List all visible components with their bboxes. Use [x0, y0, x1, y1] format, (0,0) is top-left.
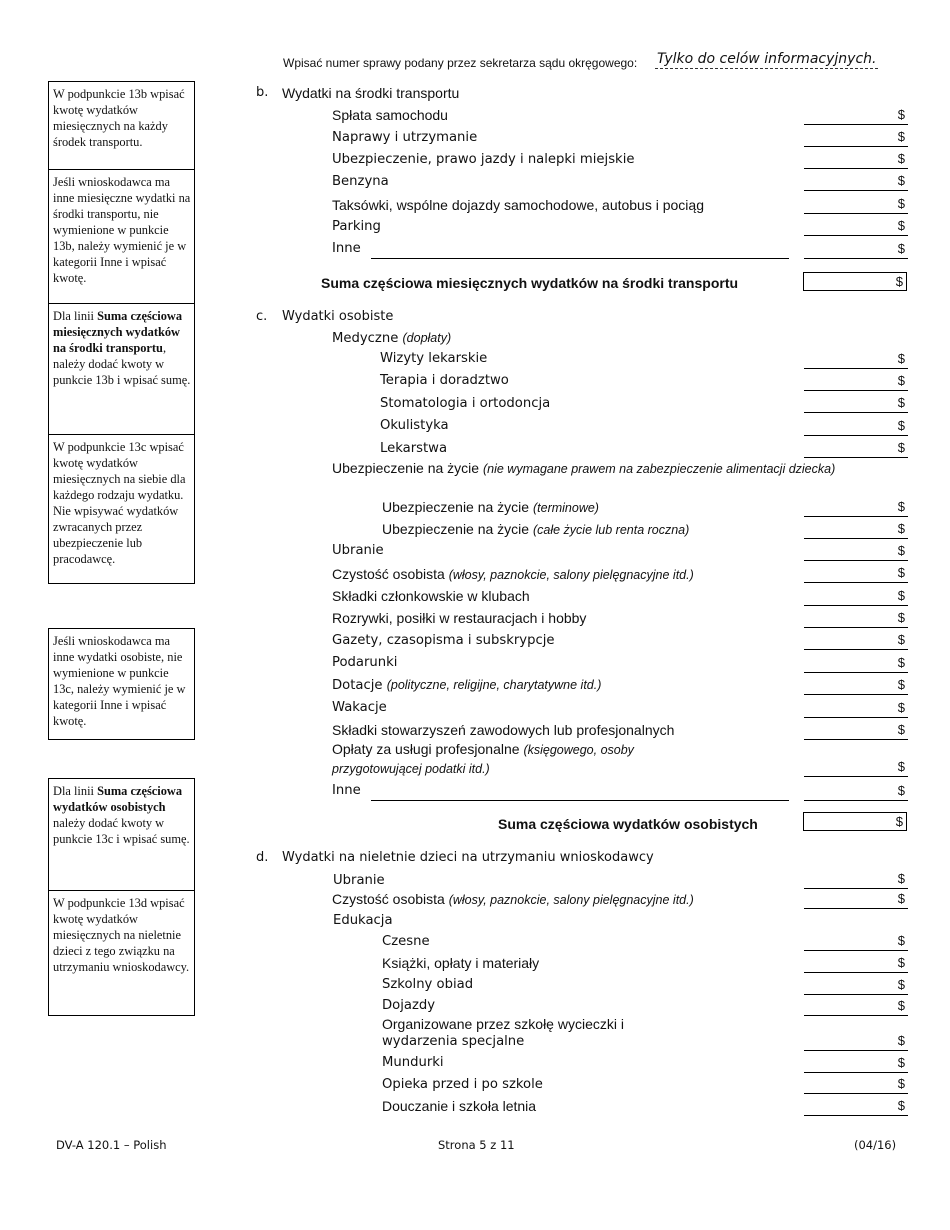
currency-symbol: $: [897, 129, 905, 144]
item-school-lunch: Szkolny obiad: [382, 977, 474, 992]
currency-symbol: $: [897, 241, 905, 256]
instruction-box-13b-other: [48, 169, 195, 304]
item-medicines: Lekarstwa: [380, 441, 448, 456]
amount-tutoring[interactable]: [804, 1098, 908, 1116]
section-c-title: Wydatki osobiste: [282, 309, 394, 324]
whole-life-note: (całe życie lub renta roczna): [532, 523, 690, 537]
amount-child-hygiene[interactable]: [804, 891, 908, 909]
item-personal-other: Inne: [332, 783, 361, 798]
currency-symbol: $: [897, 722, 905, 737]
currency-symbol: $: [897, 891, 905, 906]
amount-medicines[interactable]: [804, 440, 908, 458]
currency-symbol: $: [895, 814, 903, 829]
item-newspapers: Gazety, czasopisma i subskrypcje: [332, 633, 555, 648]
item-term-life: [382, 499, 599, 515]
medical-label: Medyczne: [332, 331, 399, 346]
amount-vacation[interactable]: [804, 700, 908, 718]
life-insurance-label: Ubezpieczenie na życie: [332, 460, 480, 476]
instruction-text: W podpunkcie 13c wpisać kwotę wydatków miesięcznych na siebie dla każdego rodzaju wydatku. Nie wpisywać wydatków zwracanych przez ubezpieczenie lub pracodawcę.: [53, 440, 186, 566]
prof-services-label: Opłaty za usługi profesjonalne: [332, 741, 520, 757]
amount-newspapers[interactable]: [804, 632, 908, 650]
life-insurance-note: (nie wymagane prawem na zabezpieczenie alimentacji dziecka): [482, 462, 836, 476]
item-insurance-license: Ubezpieczenie, prawo jazdy i nalepki miejskie: [332, 152, 635, 167]
education-heading: Edukacja: [333, 913, 393, 928]
instruction-text: Jeśli wnioskodawca ma inne miesięczne wydatki na środki transportu, nie wymienione w punkcie 13b, należy wymienić je w kategorii Inne i wpisać kwotę.: [53, 175, 191, 285]
item-taxi-bus: Taksówki, wspólne dojazdy samochodowe, autobus i pociąg: [332, 197, 704, 213]
currency-symbol: $: [897, 173, 905, 188]
currency-symbol: $: [897, 440, 905, 455]
currency-symbol: $: [897, 871, 905, 886]
medical-note: (dopłaty): [402, 331, 452, 345]
case-number-field[interactable]: Tylko do celów informacyjnych.: [657, 51, 877, 67]
amount-insurance-license[interactable]: [804, 151, 908, 169]
transport-subtotal-field[interactable]: [803, 272, 907, 291]
personal-other-description[interactable]: [371, 800, 789, 801]
instruction-box-13b: [48, 81, 195, 170]
currency-symbol: $: [897, 1033, 905, 1048]
amount-personal-other[interactable]: [804, 783, 908, 801]
item-child-clothing: Ubranie: [333, 873, 385, 888]
instruction-box-13d: [48, 890, 195, 1016]
instruction-text: , należy dodać kwoty w punkcie 13b i wpisać sumę.: [53, 341, 191, 387]
item-professional-services: [332, 741, 634, 757]
amount-car-payment[interactable]: [804, 107, 908, 125]
instruction-box-13c-other: [48, 628, 195, 740]
amount-gasoline[interactable]: [804, 173, 908, 191]
currency-symbol: $: [897, 151, 905, 166]
instruction-bold: Suma częściowa miesięcznych wydatków na środki transportu: [53, 309, 183, 355]
amount-tuition[interactable]: [804, 933, 908, 951]
amount-clothing[interactable]: [804, 543, 908, 561]
term-life-label: Ubezpieczenie na życie: [382, 499, 530, 515]
section-c-letter: c.: [256, 309, 268, 324]
currency-symbol: $: [897, 565, 905, 580]
currency-symbol: $: [897, 351, 905, 366]
item-personal-hygiene: [332, 566, 694, 582]
currency-symbol: $: [897, 783, 905, 798]
item-uniforms: Mundurki: [382, 1055, 444, 1070]
hygiene-label: Czystość osobista: [332, 566, 445, 582]
currency-symbol: $: [897, 373, 905, 388]
amount-club-dues[interactable]: [804, 588, 908, 606]
currency-symbol: $: [897, 955, 905, 970]
amount-donations[interactable]: [804, 677, 908, 695]
amount-uniforms[interactable]: [804, 1055, 908, 1073]
prof-services-note-1: (księgowego, osoby: [523, 743, 634, 757]
currency-symbol: $: [897, 1076, 905, 1091]
item-vacation: Wakacje: [332, 700, 387, 715]
instruction-text: Dla linii: [53, 784, 98, 798]
instruction-box-13c-subtotal: [48, 778, 195, 891]
item-parking: Parking: [332, 219, 381, 234]
currency-symbol: $: [897, 395, 905, 410]
personal-subtotal-field[interactable]: [803, 812, 907, 831]
page-number: Strona 5 z 11: [438, 1138, 515, 1152]
section-d-title: Wydatki na nieletnie dzieci na utrzymaniu wnioskodawcy: [282, 850, 654, 865]
item-commute: Dojazdy: [382, 998, 436, 1013]
instruction-bold: Suma częściowa wydatków osobistych: [53, 784, 183, 814]
item-school-trips-cont: wydarzenia specjalne: [382, 1034, 525, 1049]
section-b-title: Wydatki na środki transportu: [282, 85, 460, 101]
medical-heading: [332, 331, 451, 346]
item-gifts: Podarunki: [332, 655, 398, 670]
amount-taxi-bus[interactable]: [804, 196, 908, 214]
currency-symbol: $: [895, 274, 903, 289]
transport-other-description[interactable]: [371, 258, 789, 259]
donations-label: Dotacje: [332, 678, 383, 693]
item-therapy: Terapia i doradztwo: [380, 373, 509, 388]
currency-symbol: $: [897, 632, 905, 647]
amount-commute[interactable]: [804, 998, 908, 1016]
hygiene-note: (włosy, paznokcie, salony pielęgnacyjne itd.): [448, 568, 694, 582]
child-hygiene-label: Czystość osobista: [332, 891, 445, 907]
currency-symbol: $: [897, 1055, 905, 1070]
currency-symbol: $: [897, 998, 905, 1013]
term-life-note: (terminowe): [532, 501, 599, 515]
item-child-hygiene: [332, 891, 694, 907]
form-revision: (04/16): [854, 1138, 897, 1152]
amount-eye-care[interactable]: [804, 418, 908, 436]
amount-therapy[interactable]: [804, 373, 908, 391]
currency-symbol: $: [897, 759, 905, 774]
prof-services-note-2: przygotowującej podatki itd.): [332, 762, 490, 776]
instruction-text: W podpunkcie 13b wpisać kwotę wydatków miesięcznych na każdy środek transportu.: [53, 87, 185, 149]
item-entertainment: Rozrywki, posiłki w restauracjach i hobby: [332, 610, 587, 626]
item-gasoline: Benzyna: [332, 174, 389, 189]
currency-symbol: $: [897, 521, 905, 536]
amount-repairs[interactable]: [804, 129, 908, 147]
instruction-text: W podpunkcie 13d wpisać kwotę wydatków miesięcznych na nieletnie dzieci z tego związku na utrzymaniu wnioskodawcy.: [53, 896, 190, 974]
whole-life-label: Ubezpieczenie na życie: [382, 521, 530, 537]
amount-professional-dues[interactable]: [804, 722, 908, 740]
instruction-text: Dla linii: [53, 309, 98, 323]
item-donations: [332, 678, 601, 693]
amount-school-lunch[interactable]: [804, 977, 908, 995]
section-d-letter: d.: [256, 850, 269, 865]
item-car-payment: Spłata samochodu: [332, 107, 448, 123]
life-insurance-heading: [332, 460, 835, 476]
currency-symbol: $: [897, 107, 905, 122]
amount-parking[interactable]: [804, 218, 908, 236]
item-doctor-visits: Wizyty lekarskie: [380, 351, 488, 366]
currency-symbol: $: [897, 700, 905, 715]
currency-symbol: $: [897, 677, 905, 692]
child-hygiene-note: (włosy, paznokcie, salony pielęgnacyjne itd.): [448, 893, 694, 907]
instruction-text: należy dodać kwoty w punkcie 13c i wpisać sumę.: [53, 816, 190, 846]
currency-symbol: $: [897, 655, 905, 670]
item-dental: Stomatologia i ortodoncja: [380, 396, 551, 411]
amount-dental[interactable]: [804, 395, 908, 413]
amount-whole-life[interactable]: [804, 521, 908, 539]
amount-personal-hygiene[interactable]: [804, 565, 908, 583]
amount-professional-services[interactable]: [804, 759, 908, 777]
amount-child-clothing[interactable]: [804, 871, 908, 889]
currency-symbol: $: [897, 977, 905, 992]
amount-transport-other[interactable]: [804, 241, 908, 259]
currency-symbol: $: [897, 588, 905, 603]
item-tutoring: Douczanie i szkoła letnia: [382, 1098, 537, 1114]
personal-subtotal-label: Suma częściowa wydatków osobistych: [498, 816, 758, 832]
item-professional-dues: Składki stowarzyszeń zawodowych lub profesjonalnych: [332, 722, 675, 738]
amount-school-trips[interactable]: [804, 1033, 908, 1051]
item-transport-other: Inne: [332, 241, 361, 256]
amount-entertainment[interactable]: [804, 610, 908, 628]
amount-doctor-visits[interactable]: [804, 351, 908, 369]
currency-symbol: $: [897, 418, 905, 433]
item-books: Książki, opłaty i materiały: [382, 955, 540, 971]
item-clothing: Ubranie: [332, 543, 384, 558]
currency-symbol: $: [897, 543, 905, 558]
section-b-letter: b.: [256, 85, 269, 100]
item-professional-services-cont: [332, 760, 490, 776]
transport-subtotal-label: Suma częściowa miesięcznych wydatków na środki transportu: [321, 275, 739, 291]
currency-symbol: $: [897, 196, 905, 211]
currency-symbol: $: [897, 499, 905, 514]
donations-note: (polityczne, religijne, charytatywne itd.): [386, 678, 602, 692]
instruction-box-13b-subtotal: [48, 303, 195, 435]
amount-aftercare[interactable]: [804, 1076, 908, 1094]
item-repairs: Naprawy i utrzymanie: [332, 130, 478, 145]
instruction-text: Jeśli wnioskodawca ma inne wydatki osobiste, nie wymienione w punkcie 13c, należy wymienić je w kategorii Inne i wpisać kwotę.: [53, 634, 186, 728]
currency-symbol: $: [897, 933, 905, 948]
item-whole-life: [382, 521, 689, 537]
item-tuition: Czesne: [382, 934, 430, 949]
case-number-label: Wpisać numer sprawy podany przez sekretarza sądu okręgowego:: [283, 56, 638, 70]
instruction-box-13c: [48, 434, 195, 584]
currency-symbol: $: [897, 1098, 905, 1113]
amount-books[interactable]: [804, 955, 908, 973]
currency-symbol: $: [897, 218, 905, 233]
amount-term-life[interactable]: [804, 499, 908, 517]
item-eye-care: Okulistyka: [380, 418, 449, 433]
item-aftercare: Opieka przed i po szkole: [382, 1077, 543, 1092]
item-school-trips: Organizowane przez szkołę wycieczki i: [382, 1016, 624, 1032]
form-id: DV-A 120.1 – Polish: [56, 1138, 167, 1152]
currency-symbol: $: [897, 610, 905, 625]
item-club-dues: Składki członkowskie w klubach: [332, 588, 530, 604]
amount-gifts[interactable]: [804, 655, 908, 673]
